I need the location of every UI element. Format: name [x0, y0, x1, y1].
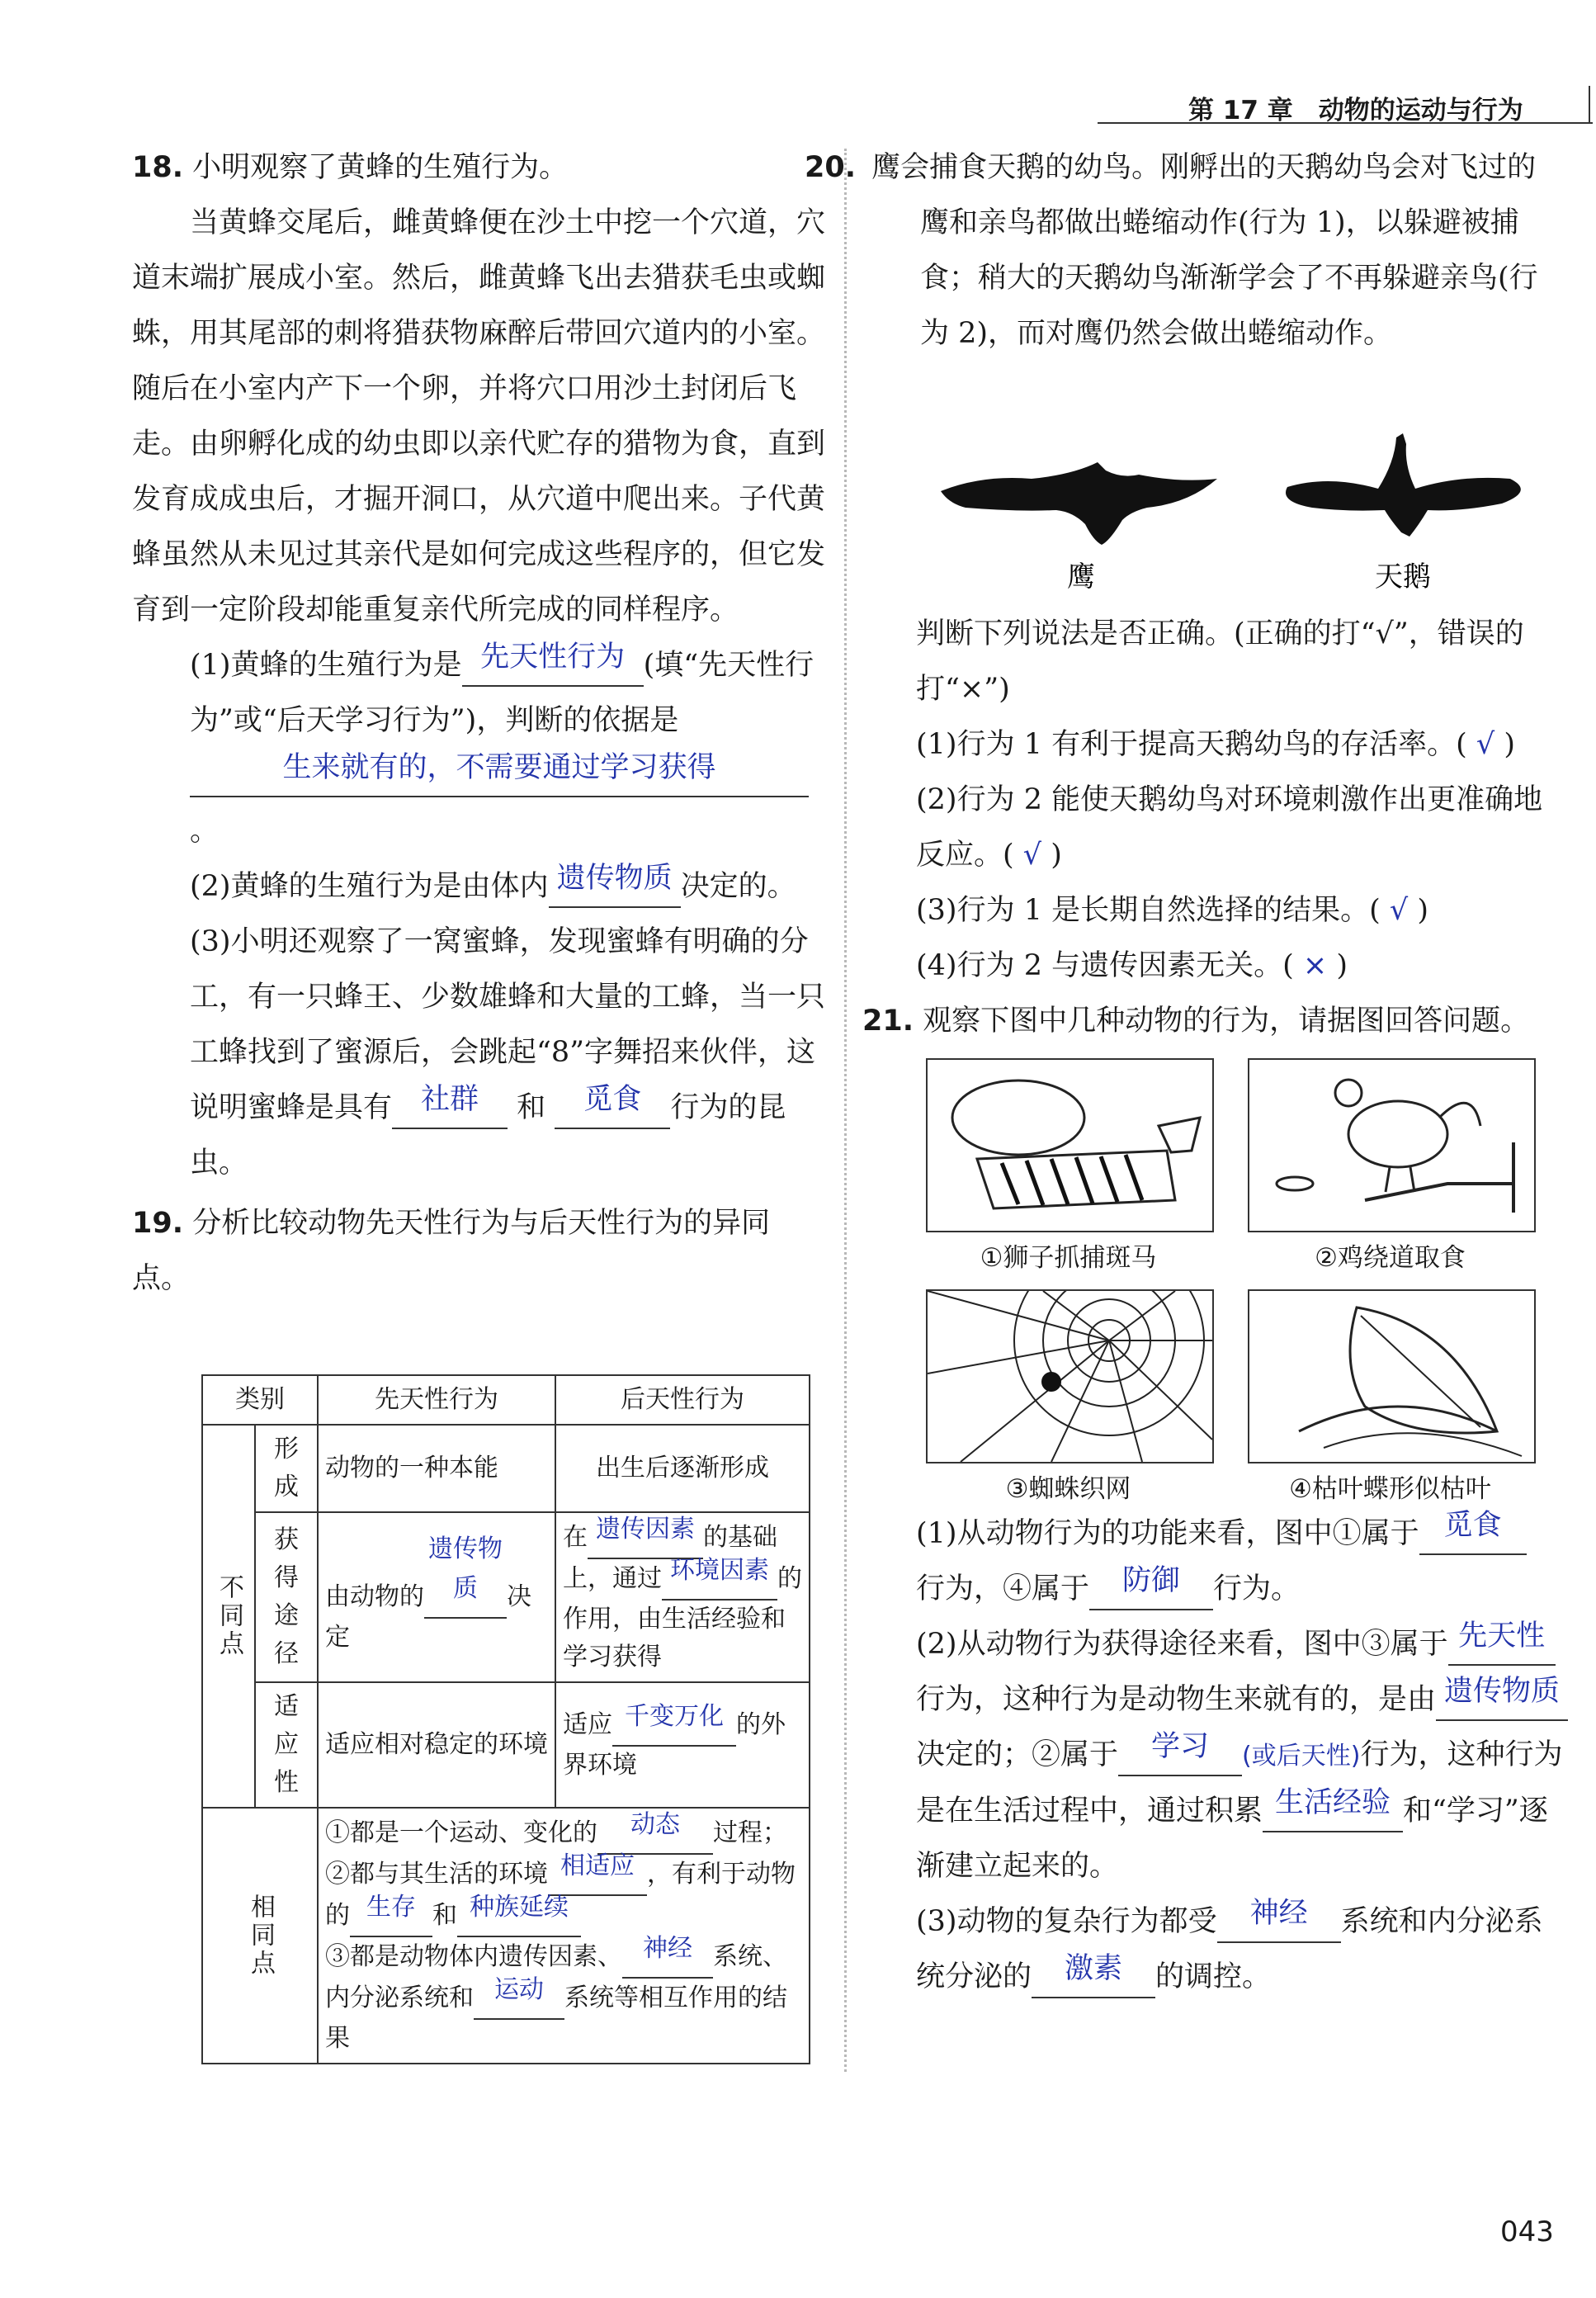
q21-answer-8[interactable]: 激素 [1032, 1957, 1155, 1998]
swan-silhouette [1286, 433, 1521, 537]
birds-figure [933, 429, 1560, 594]
td-r2-innate: 由动物的遗传物质 决定 [318, 1512, 555, 1682]
table-answer-9[interactable]: 神经 [622, 1937, 713, 1979]
th-learned: 后天性行为 [555, 1375, 810, 1425]
q21-answer-note: (或后天性) [1242, 1742, 1361, 1771]
q20-s1: (1)行为 1 有利于提高天鹅幼鸟的存活率。( √ ) [916, 728, 1516, 761]
td-r2-learned: 在 遗传因素 的基础上，通过 环境因素 的作用，由生活经验和学习获得 [555, 1512, 810, 1682]
q18-part2: (2)黄蜂的生殖行为是由体内 遗传物质 决定的。 [132, 859, 825, 915]
q21-answer-1[interactable]: 觅食 [1419, 1514, 1527, 1555]
table-answer-10[interactable]: 运动 [474, 1979, 564, 2020]
chapter-header [1098, 81, 1593, 124]
swan-label: 天鹅 [1375, 560, 1431, 593]
table-answer-6[interactable]: 相适应 [548, 1855, 647, 1896]
image-chicken-detour [1248, 1058, 1536, 1232]
q20-ans-2[interactable]: √ [1022, 839, 1042, 872]
td-r2-label: 获得途径 [255, 1512, 318, 1682]
td-r1-innate: 动物的一种本能 [318, 1425, 555, 1512]
q21-stem: 观察下图中几种动物的行为，请据图回答问题。 [923, 1005, 1530, 1038]
q21-part1: (1)从动物行为的功能来看，图中①属于 觅食 行为，④属于 防御 行为。 [916, 1506, 1568, 1617]
q20-s4: (4)行为 2 与遗传因素无关。( × ) [916, 949, 1348, 982]
caption-3: ③蜘蛛织网 [1005, 1474, 1131, 1504]
question-20: 20. 鹰会捕食天鹅的幼鸟。刚孵出的天鹅幼鸟会对飞过的鹰和亲鸟都做出蜷缩动作(行为 1)，以躲避被捕食；稍大的天鹅幼鸟渐渐学会了不再躲避亲鸟(行为 2)，而对鹰仍然会做出蜷缩动作。 [805, 151, 1538, 350]
th-category: 类别 [202, 1375, 318, 1425]
td-r1-label: 形成 [255, 1425, 318, 1512]
table-answer-1[interactable]: 遗传物质 [424, 1538, 507, 1619]
image-lion-zebra [926, 1058, 1214, 1232]
q18-stem: 小明观察了黄蜂的生殖行为。 [192, 151, 569, 184]
td-same-content: ①都是一个运动、变化的 动态 过程； ②都与其生活的环境 相适应 ，有利于动物的 生存 和 种族延续 ③都是动物体内遗传因素、 神经 系统、内分泌系统和 运动 系统等相互作用的结果 [318, 1808, 810, 2064]
eagle-label: 鹰 [1067, 560, 1095, 593]
td-same: 相同点 [202, 1808, 318, 2064]
q21-part3: (3)动物的复杂行为都受 神经 系统和内分泌系统分泌的 激素 的调控。 [916, 1894, 1568, 2005]
q18-answer-2[interactable]: 生来就有的，不需要通过学习获得 [190, 756, 809, 797]
q21-part2: (2)从动物行为获得途径来看，图中③属于 先天性行为，这种行为是动物生来就有的，是由 遗传物质决定的；②属于 学习 (或后天性)行为，这种行为是在生活过程中，通过积累 生活经验 和“学习”逐渐建立起来的。 [916, 1617, 1568, 1894]
q19-number: 19. [132, 1207, 184, 1240]
q19-stem: 分析比较动物先天性行为与后天性行为的异同点。 [132, 1207, 771, 1295]
table-answer-4[interactable]: 千变万化 [612, 1705, 736, 1747]
table-answer-2[interactable]: 遗传因素 [588, 1518, 703, 1559]
q20-ans-4[interactable]: × [1302, 949, 1328, 982]
eagle-silhouette [941, 462, 1217, 545]
q20-instruction: 判断下列说法是否正确。(正确的打“√”，错误的打“×”) [916, 617, 1524, 706]
caption-4: ④枯叶蝶形似枯叶 [1289, 1474, 1491, 1504]
q21-answers [916, 1506, 1568, 2005]
td-r3-learned: 适应 千变万化 的外界环境 [555, 1682, 810, 1808]
q18-answer-3[interactable]: 遗传物质 [549, 867, 681, 908]
caption-2: ②鸡绕道取食 [1315, 1243, 1466, 1273]
comparison-table [201, 1374, 810, 2064]
q21-answer-3[interactable]: 先天性 [1448, 1624, 1556, 1666]
q20-ans-1[interactable]: √ [1476, 728, 1495, 761]
table-answer-5[interactable]: 动态 [597, 1813, 713, 1855]
q18-answer-1[interactable]: 先天性行为 [462, 645, 644, 687]
table-answer-8[interactable]: 种族延续 [457, 1896, 581, 1937]
th-innate: 先天性行为 [318, 1375, 555, 1425]
q21-number: 21. [862, 1005, 914, 1038]
q18-part3: (3)小明还观察了一窝蜜蜂，发现蜜蜂有明确的分工，有一只蜂王、少数雄蜂和大量的工蜂，当一只工蜂找到了蜜源后，会跳起“8”字舞招来伙伴，这说明蜜蜂是具有 社群 和 觅食 行为的昆虫。 [190, 925, 826, 1180]
td-diff: 不同点 [202, 1425, 255, 1808]
chapter-title: 第 17 章 动物的运动与行为 [1188, 96, 1523, 125]
q20-statements [862, 607, 1568, 1049]
image-leaf-butterfly [1248, 1289, 1536, 1463]
td-r3-label: 适应性 [255, 1682, 318, 1808]
q18-answer-4[interactable]: 社群 [392, 1088, 508, 1129]
td-r1-learned: 出生后逐渐形成 [555, 1425, 810, 1512]
q21-header [862, 994, 1568, 1049]
q21-answer-7[interactable]: 神经 [1217, 1902, 1341, 1943]
page-number: 043 [1500, 2215, 1554, 2248]
table-answer-7[interactable]: 生存 [350, 1896, 432, 1937]
question-18 [132, 140, 825, 1307]
q18-answer-5[interactable]: 觅食 [555, 1088, 670, 1129]
table-answer-3[interactable]: 环境因素 [662, 1559, 777, 1601]
q20-s2: (2)行为 2 能使天鹅幼鸟对环境刺激作出更准确地反应。( √ ) [916, 783, 1543, 872]
q21-answer-2[interactable]: 防御 [1089, 1569, 1213, 1610]
q18-number: 18. [132, 151, 184, 184]
q18-passage: 当黄蜂交尾后，雌黄蜂便在沙土中挖一个穴道，穴道末端扩展成小室。然后，雌黄蜂飞出去猎获毛虫或蜘蛛，用其尾部的刺将猎获物麻醉后带回穴道内的小室。随后在小室内产下一个卵，并将穴口用沙土封闭后飞走。由卵孵化成的幼虫即以亲代贮存的猎物为食，直到发育成成虫后，才掘开洞口，从穴道中爬出来。子代黄蜂虽然从未见过其亲代是如何完成这些程序的，但它发育到一定阶段却能重复亲代所完成的同样程序。 [132, 206, 826, 627]
caption-1: ①狮子抓捕斑马 [980, 1243, 1157, 1273]
q18-part1: (1)黄蜂的生殖行为是 先天性行为 (填“先天性行为”或“后天学习行为”)，判断的依据是 生来就有的，不需要通过学习获得。 [190, 641, 815, 848]
image-spider-web [926, 1289, 1214, 1463]
q20-stem: 鹰会捕食天鹅的幼鸟。刚孵出的天鹅幼鸟会对飞过的鹰和亲鸟都做出蜷缩动作(行为 1)，以躲避被捕食；稍大的天鹅幼鸟渐渐学会了不再躲避亲鸟(行为 2)，而对鹰仍然会做出蜷缩动作。 [871, 151, 1538, 350]
q21-answer-4[interactable]: 遗传物质 [1436, 1680, 1568, 1721]
q21-answer-6[interactable]: 生活经验 [1263, 1791, 1403, 1832]
q20-s3: (3)行为 1 是长期自然选择的结果。( √ ) [916, 894, 1429, 927]
column-divider [844, 149, 847, 2072]
td-r3-innate: 适应相对稳定的环境 [318, 1682, 555, 1808]
q21-answer-5[interactable]: 学习 [1118, 1735, 1242, 1776]
q20-ans-3[interactable]: √ [1389, 894, 1409, 927]
